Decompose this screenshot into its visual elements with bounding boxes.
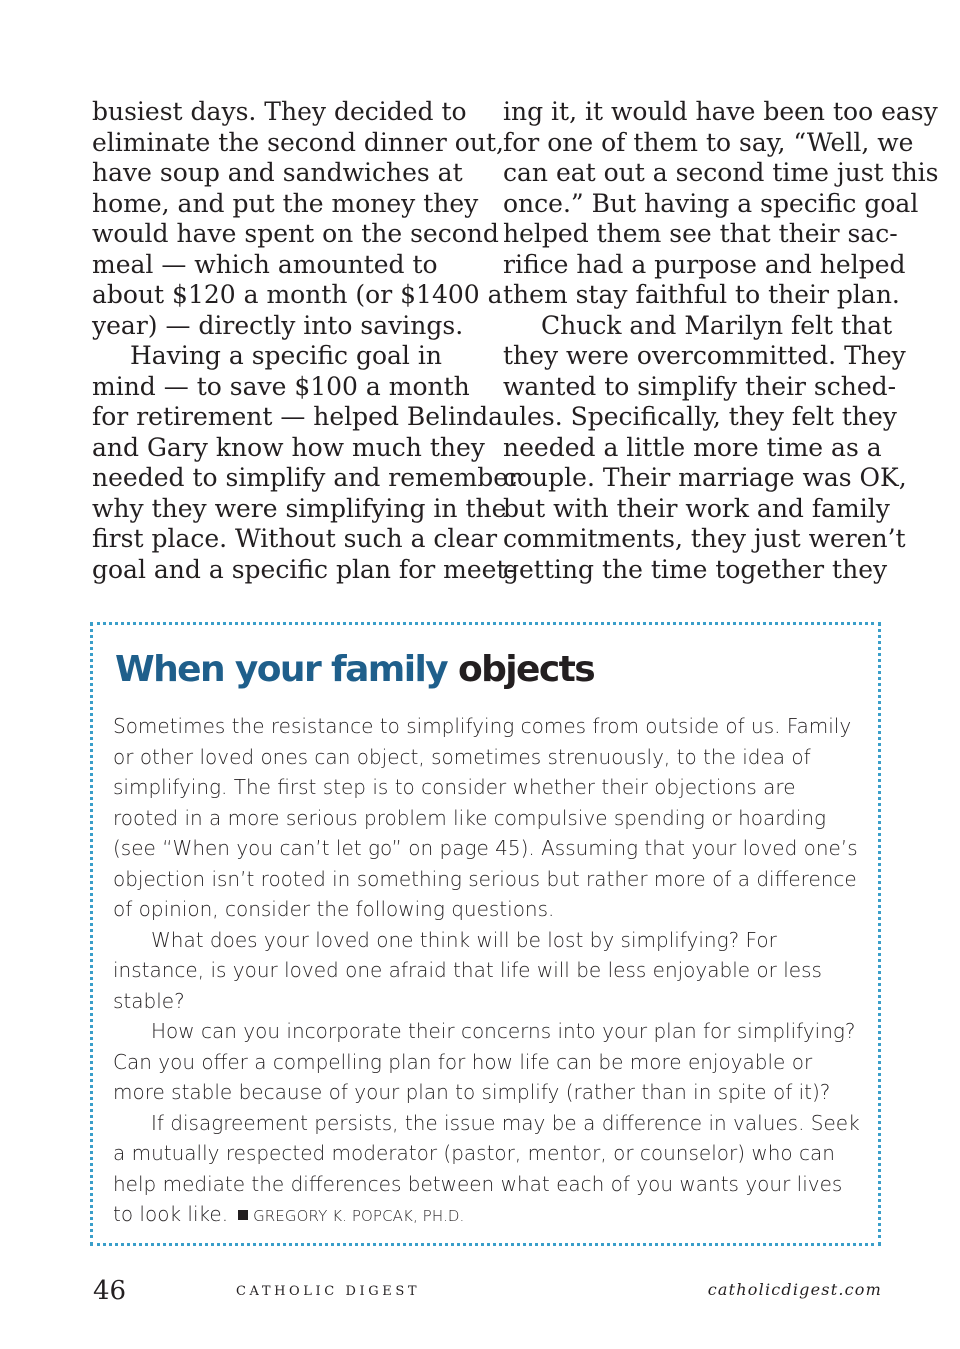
- article-line: goal and a specific plan for meet-: [92, 554, 515, 584]
- article-line: couple. Their marriage was OK,: [503, 463, 907, 492]
- article-line: first place. Without such a clear: [92, 524, 498, 553]
- sidebar-line: of opinion, consider the following questions.: [113, 897, 555, 921]
- article-line: rifice had a purpose and helped: [503, 249, 906, 279]
- article-line: getting the time together they: [503, 554, 888, 584]
- sidebar-box: [90, 622, 881, 1246]
- sidebar-line: help mediate the differences between what each of you wants your lives: [113, 1171, 843, 1196]
- sidebar-line: Can you offer a compelling plan for how life can be more enjoyable or: [113, 1049, 813, 1074]
- article-column-right: [503, 97, 939, 585]
- article-line: mind — to save $100 a month: [92, 371, 470, 401]
- magazine-name: CATHOLIC DIGEST: [236, 1284, 421, 1299]
- sidebar-line: Sometimes the resistance to simplifying comes from outside of us. Family: [113, 714, 852, 738]
- article-line: home, and put the money they: [92, 188, 479, 218]
- website-url: catholicdigest.com: [707, 1280, 882, 1299]
- article-line: year) — directly into savings.: [92, 310, 464, 340]
- sidebar-line: rooted in a more serious problem like compulsive spending or hoarding: [113, 805, 827, 830]
- sidebar-line: How can you incorporate their concerns into your plan for simplifying?: [151, 1019, 856, 1043]
- end-square-icon: [238, 1210, 248, 1220]
- article-line: would have spent on the second: [92, 219, 499, 248]
- article-line: busiest days. They decided to: [92, 97, 467, 126]
- article-line: ules. Specifically, they felt they: [503, 402, 897, 431]
- sidebar-line: objection isn’t rooted in something serious but rather more of a difference: [113, 866, 857, 891]
- sidebar-line: a mutually respected moderator (pastor, mentor, or counselor) who can: [113, 1141, 835, 1165]
- article-line: Having a specific goal in: [130, 341, 442, 370]
- sidebar-title-rest: objects: [457, 649, 595, 690]
- article-line: once.” But having a specific goal: [503, 188, 919, 218]
- article-line: but with their work and family: [503, 493, 890, 523]
- article-line: helped them see that their sac-: [503, 219, 898, 248]
- article-line: can eat out a second time just this: [503, 158, 939, 187]
- sidebar-title-highlight: When your family: [115, 649, 448, 690]
- article-line: for retirement — helped Belinda: [92, 402, 504, 431]
- article-line: needed a little more time as a: [503, 432, 882, 462]
- sidebar-line: simplifying. The first step is to consider whether their objections are: [113, 775, 796, 799]
- sidebar-line: instance, is your loved one afraid that life will be less enjoyable or less: [113, 958, 822, 982]
- article-line: Chuck and Marilyn felt that: [541, 310, 893, 340]
- article-line: wanted to simplify their sched-: [503, 371, 897, 401]
- sidebar-line: If disagreement persists, the issue may be a difference in values. Seek: [151, 1110, 860, 1135]
- sidebar-line: more stable because of your plan to simplify (rather than in spite of it)?: [113, 1080, 831, 1104]
- article-line: have soup and sandwiches at: [92, 158, 463, 187]
- sidebar-line: stable?: [113, 988, 185, 1013]
- article-column-left: [92, 97, 520, 585]
- article-line: for one of them to say, “Well, we: [503, 127, 914, 157]
- article-line: them stay faithful to their plan.: [503, 280, 900, 309]
- author-byline: GREGORY K. POPCAK, PH.D.: [253, 1207, 465, 1225]
- article-line: eliminate the second dinner out,: [92, 127, 504, 157]
- page-number: 46: [93, 1276, 127, 1306]
- article-line: why they were simplifying in the: [92, 493, 507, 523]
- article-line: ing it, it would have been too easy: [503, 97, 938, 126]
- sidebar-last-line: [113, 1199, 853, 1232]
- sidebar-title: [115, 649, 594, 690]
- sidebar-line: or other loved ones can object, sometimes strenuously, to the idea of: [113, 744, 811, 769]
- sidebar-line: (see “When you can’t let go” on page 45). Assuming that your loved one’s: [113, 836, 858, 860]
- sidebar-body: [113, 711, 860, 1232]
- sidebar-line: What does your loved one think will be lost by simplifying? For: [151, 927, 777, 952]
- sidebar-line: to look like.: [113, 1202, 229, 1226]
- article-line: and Gary know how much they: [92, 432, 485, 462]
- article-line: needed to simplify and remember: [92, 463, 520, 492]
- article-line: about $120 a month (or $1400 a: [92, 280, 503, 309]
- article-line: commitments, they just weren’t: [503, 524, 906, 553]
- article-line: they were overcommitted. They: [503, 341, 906, 370]
- article-line: meal — which amounted to: [92, 249, 438, 279]
